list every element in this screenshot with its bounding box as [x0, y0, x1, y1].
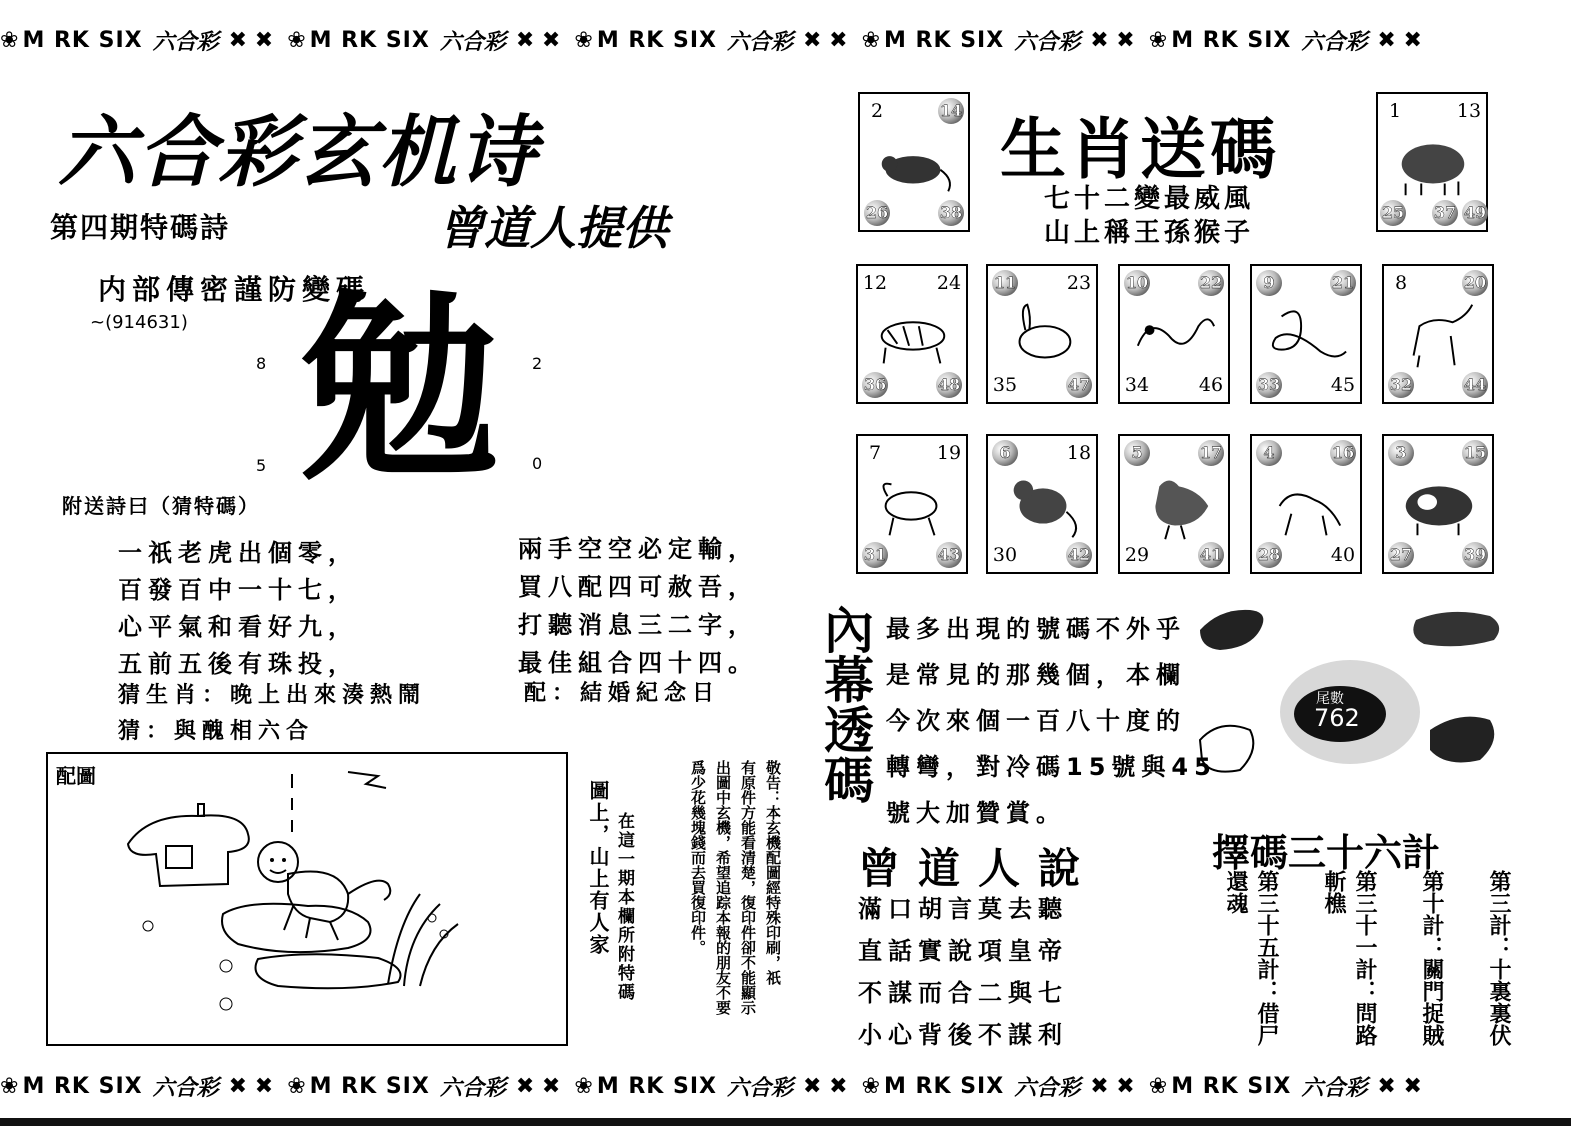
zodiac-number: 19 [936, 442, 962, 464]
inside-title: 內幕透碼 [816, 604, 874, 804]
poem-line: 心平氣和看好九， [118, 612, 358, 641]
cross-icon: ✖ ✖ [1377, 27, 1422, 53]
notice-line: 有原件方能看清楚，復印件卻不能顯示 [739, 760, 757, 1015]
strategy-item: 第三計：十裏裏伏 [1486, 870, 1511, 1046]
zodiac-number: 6 [992, 440, 1018, 466]
banner-cn: 六合彩 [1301, 1075, 1368, 1101]
banner-unit [0, 1071, 273, 1102]
zodiac-card-ox [1376, 92, 1488, 232]
rooster-silhouette [1200, 610, 1263, 650]
inside-text-line: 號大加贊賞。 [886, 799, 1066, 827]
bottom-banner [0, 1066, 1571, 1106]
banner-cn: 六合彩 [727, 29, 794, 55]
picture-box [46, 752, 568, 1046]
dog-icon [1262, 466, 1350, 542]
notice-line: 爲少花幾塊錢而去買復印件。 [689, 760, 707, 955]
zodiac-number: 23 [1066, 272, 1092, 294]
secret-line: 内部傳密謹防變碼 [98, 273, 371, 306]
banner-cn: 六合彩 [1014, 29, 1081, 55]
rabbit-icon [998, 296, 1086, 372]
poem-line: 買八配四可赦吾， [518, 572, 758, 601]
strategy-item: 第三十五計：借尸還魂 [1223, 870, 1279, 1046]
house-shape [128, 815, 249, 886]
zodiac-card-goat [856, 434, 968, 574]
zodiac-number: 27 [1388, 542, 1414, 568]
zodiac-number: 9 [1256, 270, 1282, 296]
corner-num-bl: 5 [256, 456, 267, 475]
banner-text: M RK SIX [596, 1073, 718, 1099]
zodiac-number: 26 [864, 200, 890, 226]
top-banner [0, 20, 1571, 60]
poem-line: 兩手空空必定輸， [518, 534, 758, 563]
poem-left [118, 534, 358, 682]
banner-text: M RK SIX [309, 1073, 430, 1099]
flower-icon: ❀ [287, 1073, 306, 1099]
zodiac-number: 40 [1330, 544, 1356, 566]
rooster-icon [1130, 466, 1218, 542]
flower-icon: ❀ [861, 1073, 880, 1099]
zodiac-number: 10 [1124, 270, 1150, 296]
cross-icon: ✖ ✖ [228, 1073, 274, 1099]
picture-label: 配圖 [56, 764, 96, 788]
zodiac-number: 44 [1462, 372, 1488, 398]
inside-text-line: 今次來個一百八十度的 [886, 707, 1186, 735]
inside-text-line: 最多出現的號碼不外乎 [886, 615, 1186, 643]
pig-icon [1394, 466, 1482, 542]
inside-text-line: 是常見的那幾個，本欄 [886, 661, 1186, 689]
monkey-body [288, 872, 348, 923]
zodiac-number: 41 [1198, 542, 1224, 568]
banner-unit [287, 1071, 560, 1102]
notice-line: 敬告：本玄機配圖經特殊印刷，祇 [764, 760, 782, 985]
zodiac-number: 29 [1124, 544, 1150, 566]
cross-icon: ✖ ✖ [803, 1073, 848, 1099]
zodiac-number: 20 [1462, 270, 1488, 296]
banner-unit [862, 1071, 1135, 1102]
corner-num-br: 0 [532, 454, 543, 473]
zodiac-number: 25 [1380, 200, 1406, 226]
poem-line: 打聽消息三二字， [518, 610, 758, 639]
banner-text: M RK SIX [22, 1073, 143, 1099]
cross-icon: ✖ ✖ [1377, 1073, 1422, 1099]
poem-header: 附送詩曰（猜特碼） [62, 494, 260, 518]
zodiac-number: 30 [992, 544, 1018, 566]
zodiac-verse-2: 山上稱王孫猴子 [1044, 218, 1255, 248]
zodiac-card-rat [858, 92, 970, 232]
zodiac-number: 14 [938, 98, 964, 124]
guess-secondary: 猜：與醜相六合 [118, 718, 315, 744]
zodiac-number: 7 [868, 442, 882, 464]
rat-icon [870, 124, 958, 200]
pig-silhouette [1413, 612, 1499, 646]
zodiac-number: 11 [992, 270, 1018, 296]
banner-cn: 六合彩 [152, 1075, 219, 1101]
strategy-item: 第三十一計：問路斬樵 [1321, 870, 1377, 1046]
zodiac-number: 47 [1066, 372, 1092, 398]
zodiac-number: 13 [1456, 100, 1482, 122]
strategy-title: 擇碼三十六計 [1212, 831, 1441, 875]
poem-line: 五前五後有珠投， [118, 649, 358, 678]
issue-label: 第四期特碼詩 [50, 211, 231, 244]
house-window [166, 846, 192, 868]
banner-unit [287, 25, 560, 56]
banner-text: M RK SIX [1171, 27, 1292, 53]
banner-text: M RK SIX [22, 27, 143, 53]
tail-badge-label: 尾數 [1316, 691, 1344, 707]
zeng-line: 不謀而合二與七 [858, 978, 1068, 1007]
monkey-head [258, 842, 298, 882]
zodiac-number: 1 [1388, 100, 1402, 122]
zodiac-number: 48 [936, 372, 962, 398]
zodiac-verse-1: 七十二變最威風 [1044, 184, 1255, 214]
zeng-line: 滿口胡言莫去聽 [858, 894, 1068, 923]
zodiac-number: 8 [1394, 272, 1408, 294]
house-chimney [198, 804, 204, 816]
horse-icon [1394, 296, 1482, 372]
flower-icon: ❀ [0, 1073, 19, 1099]
strategy-item: 第十計：關門捉賊 [1419, 870, 1444, 1046]
notice-block [666, 760, 784, 1040]
banner-text: M RK SIX [309, 27, 430, 53]
cross-icon: ✖ ✖ [515, 27, 561, 53]
zeng-line: 小心背後不謀利 [858, 1020, 1068, 1049]
tiger-icon [868, 296, 956, 372]
zodiac-number: 21 [1330, 270, 1356, 296]
zodiac-number: 18 [1066, 442, 1092, 464]
zodiac-number: 49 [1462, 200, 1488, 226]
zodiac-number: 22 [1198, 270, 1224, 296]
flower-icon: ❀ [287, 27, 306, 53]
inside-text-line: 轉彎，對冷碼15號與45 [886, 753, 1217, 781]
poem-right [518, 530, 758, 682]
banner-unit [0, 25, 273, 56]
zodiac-number: 28 [1256, 542, 1282, 568]
zodiac-number: 42 [1066, 542, 1092, 568]
zodiac-card-snake [1250, 264, 1362, 404]
cross-icon: ✖ ✖ [1090, 27, 1135, 53]
banner-text: M RK SIX [884, 27, 1005, 53]
banner-text: M RK SIX [1171, 1073, 1292, 1099]
zodiac-card-dog [1250, 434, 1362, 574]
rock-lower [256, 954, 401, 988]
main-title: 六合彩玄机诗 [58, 108, 539, 198]
zodiac-number: 12 [862, 272, 888, 294]
zodiac-title: 生肖送碼 [1000, 111, 1280, 188]
zodiac-number: 3 [1388, 440, 1414, 466]
banner-text: M RK SIX [884, 1073, 1005, 1099]
zodiac-number: 17 [1198, 440, 1224, 466]
banner-cn: 六合彩 [439, 1075, 506, 1101]
bottom-edge [0, 1104, 1571, 1129]
zodiac-number: 4 [1256, 440, 1282, 466]
banner-unit [862, 25, 1135, 56]
zodiac-number: 43 [936, 542, 962, 568]
zeng-line: 直話實說項皇帝 [858, 936, 1068, 965]
dragon-icon [1130, 296, 1218, 372]
cross-icon: ✖ ✖ [803, 27, 848, 53]
monkey-tail [348, 881, 390, 900]
zeng-title: 曾道人說 [858, 844, 1099, 893]
caption-hill: 圖上，山上有人家 [586, 780, 610, 956]
zodiac-card-horse [1382, 264, 1494, 404]
ox-icon [1388, 124, 1476, 200]
zodiac-number: 34 [1124, 374, 1150, 396]
banner-unit [574, 1071, 847, 1102]
zodiac-number: 2 [870, 100, 884, 122]
zodiac-number: 15 [1462, 440, 1488, 466]
goat-silhouette [1200, 726, 1253, 772]
monkey-icon [998, 466, 1086, 542]
flower-icon: ❀ [574, 27, 593, 53]
poem-line: 最佳組合四十四。 [518, 648, 758, 677]
cross-icon: ✖ ✖ [1090, 1073, 1135, 1099]
zodiac-card-monkey [986, 434, 1098, 574]
grass [388, 894, 458, 986]
poem-line: 一祇老虎出個零， [118, 538, 358, 567]
banner-unit [574, 25, 847, 56]
notice-line: 出圖中玄機，希望追踪本報的朋友不要 [714, 760, 732, 1015]
tail-badge-value: 762 [1314, 704, 1360, 732]
banner-cn: 六合彩 [727, 1075, 794, 1101]
corner-num-tr: 2 [532, 354, 543, 373]
zodiac-card-pig [1382, 434, 1494, 574]
goat-icon [868, 466, 956, 542]
zodiac-number: 33 [1256, 372, 1282, 398]
flower-icon: ❀ [0, 27, 19, 53]
banner-cn: 六合彩 [1301, 29, 1368, 55]
zodiac-number: 24 [936, 272, 962, 294]
zodiac-number: 45 [1330, 374, 1356, 396]
zodiac-number: 36 [862, 372, 888, 398]
big-character: 勉 [300, 272, 501, 507]
zodiac-number: 39 [1462, 542, 1488, 568]
cross-icon: ✖ ✖ [515, 1073, 561, 1099]
zodiac-number: 5 [1124, 440, 1150, 466]
zodiac-card-rabbit [986, 264, 1098, 404]
zodiac-number: 38 [938, 200, 964, 226]
zodiac-card-rooster [1118, 434, 1230, 574]
corner-num-tl: 8 [256, 354, 267, 373]
banner-unit [1149, 1071, 1422, 1102]
zodiac-card-dragon [1118, 264, 1230, 404]
zodiac-number: 16 [1330, 440, 1356, 466]
banner-text: M RK SIX [596, 27, 718, 53]
zodiac-number: 32 [1388, 372, 1414, 398]
monkey-illustration [48, 754, 566, 1044]
guess-zodiac: 猜生肖：晚上出來湊熱鬧 [118, 682, 427, 708]
zodiac-card-tiger [856, 264, 968, 404]
zeng-lines [858, 888, 1068, 1056]
banner-cn: 六合彩 [152, 29, 219, 55]
strategy-list [1220, 870, 1514, 1050]
banner-cn: 六合彩 [1014, 1075, 1081, 1101]
snake-icon [1262, 296, 1350, 372]
cross-icon: ✖ ✖ [228, 27, 274, 53]
flower-icon: ❀ [574, 1073, 593, 1099]
bird-lightning [348, 772, 386, 788]
bottom-edge-line [0, 1118, 1571, 1126]
zodiac-number: 37 [1432, 200, 1458, 226]
horse-silhouette [1430, 717, 1494, 763]
secret-code: ~(914631) [90, 312, 188, 333]
banner-cn: 六合彩 [439, 29, 506, 55]
flower-icon: ❀ [1148, 27, 1168, 53]
flower-icon: ❀ [861, 27, 880, 53]
flower-icon: ❀ [1148, 1073, 1168, 1099]
banner-unit [1149, 25, 1422, 56]
pair-hint: 配：結婚紀念日 [524, 680, 721, 706]
zodiac-number: 31 [862, 542, 888, 568]
zodiac-number: 35 [992, 374, 1018, 396]
provider-label: 曾道人提供 [438, 201, 668, 255]
poem-line: 百發百中一十七， [118, 575, 358, 604]
inside-text [886, 606, 1217, 836]
zodiac-number: 46 [1198, 374, 1224, 396]
caption-issue: 在這一期本欄所附特碼 [614, 812, 634, 1002]
